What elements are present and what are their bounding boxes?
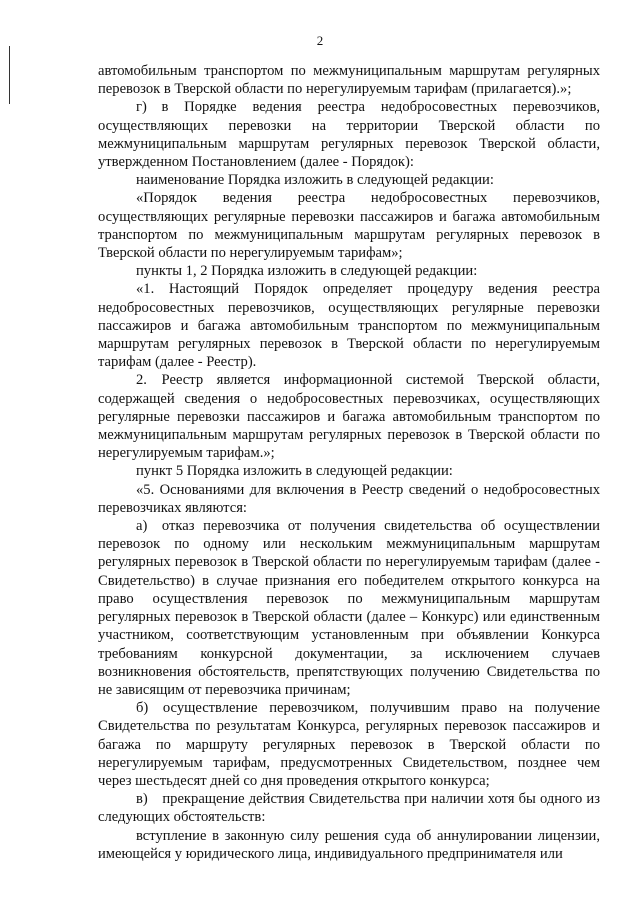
document-body — [98, 62, 600, 863]
paragraph: б) осуществление перевозчиком, получившим право на получение Свидетельства по результатам Конкурса, регулярных перевозок пассажиров и багажа по маршруту регулярных перевозок в Тверской области по нерегулируемым тарифам, предусмотренных Свидетельством, позднее чем через шестьдесят дней со дня проведения открытого конкурса; — [98, 700, 600, 789]
paragraph: автомобильным транспортом по межмуниципальным маршрутам регулярных перевозок в Тверской области по нерегулируемым тарифам (прилагается).»; — [98, 63, 600, 98]
paragraph: пункт 5 Порядка изложить в следующей редакции: — [136, 463, 453, 480]
paragraph: наименование Порядка изложить в следующей редакции: — [136, 172, 494, 189]
paragraph: 2. Реестр является информационной системой Тверской области, содержащей сведения о недобросовестных перевозчиках, осуществляющих регулярные перевозки пассажиров и багажа автомобильным транспортом по межмуниципальным маршрутам регулярных перевозок в Тверской области по нерегулируемым тарифам.»; — [98, 372, 600, 462]
paragraph: пункты 1, 2 Порядка изложить в следующей редакции: — [136, 263, 478, 280]
paragraph: а) отказ перевозчика от получения свидетельства об осуществлении перевозок по одному или нескольким межмуниципальным маршрутам регулярных перевозок в Тверской области по нерегулируемым тарифам (далее - Свидетельство) в случае признания его победителем открытого конкурса на право осуществления перевозок по межмуниципальным маршрутам регулярных перевозок в Тверской области (далее – Конкурс) или единственным участником, соответствующим установленным при объявлении Конкурса требованиям конкурсной документации, за исключением случаев возникновения обстоятельств, препятствующих получению Свидетельства по не зависящим от перевозчика причинам; — [98, 518, 600, 698]
paragraph: г) в Порядке ведения реестра недобросовестных перевозчиков, осуществляющих перевозки на территории Тверской области по межмуниципальным маршрутам регулярных перевозок Тверской области, утвержденном Постановлением (далее - Порядок): — [98, 99, 600, 171]
paragraph: «1. Настоящий Порядок определяет процедуру ведения реестра недобросовестных перевозчиков, осуществляющих регулярные перевозки пассажиров и багажа автомобильным транспортом по межмуниципальным маршрутам регулярных перевозок в Тверской области по нерегулируемым тарифам (далее - Реестр). — [98, 281, 600, 371]
paragraph: в) прекращение действия Свидетельства при наличии хотя бы одного из следующих обстоятельств: — [98, 791, 600, 826]
page-number: 2 — [316, 33, 324, 48]
paragraph: «Порядок ведения реестра недобросовестных перевозчиков, осуществляющих регулярные перевозки пассажиров и багажа автомобильным транспортом по межмуниципальным маршрутам регулярных перевозок в Тверской области по нерегулируемым тарифам»; — [98, 190, 600, 262]
paragraph: вступление в законную силу решения суда об аннулировании лицензии, имеющейся у юридического лица, индивидуального предпринимателя или — [98, 827, 600, 862]
margin-binding-line — [9, 46, 10, 104]
paragraph: «5. Основаниями для включения в Реестр сведений о недобросовестных перевозчиках являются: — [98, 481, 600, 516]
